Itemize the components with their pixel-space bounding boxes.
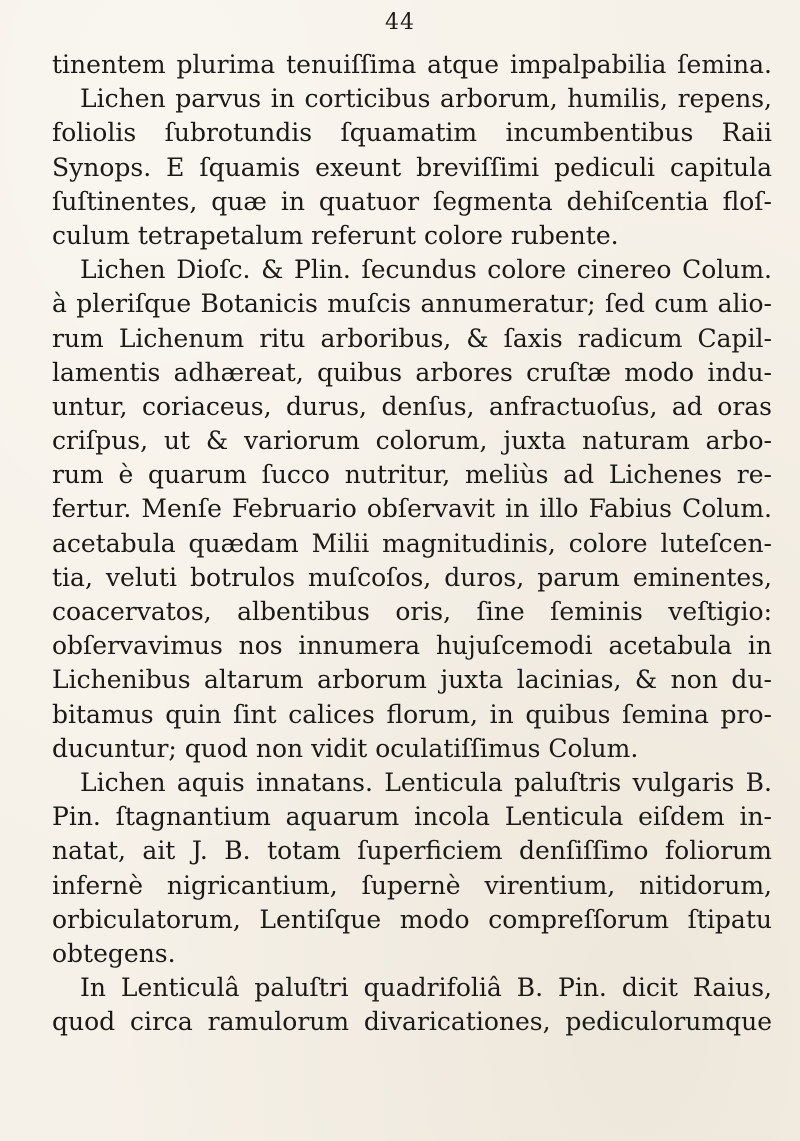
text-line: bitamus quin ſint calices florum, in quibus ſemina pro- [52,699,772,729]
text-line: ſuſtinentes, quæ in quatuor ſegmenta dehiſcentia floſ- [52,186,772,216]
text-line: rum è quarum ſucco nutritur, meliùs ad Lichenes re- [52,460,772,490]
text-line: Lichenibus altarum arborum juxta lacinias, & non du- [52,665,772,695]
text-line: ducuntur; quod non vidit oculatiſſimus Colum. [52,733,639,763]
text-line: natat, ait J. B. totam ſuperficiem denſiſſimo foliorum [52,836,772,866]
text-line: rum Lichenum ritu arboribus, & ſaxis radicum Capil- [52,323,772,353]
text-line: In Lenticulâ paluſtri quadrifoliâ B. Pin. dicit Raius, [80,973,772,1003]
text-line: Lichen Dioſc. & Plin. ſecundus colore cinereo Colum. [80,255,772,285]
text-line: acetabula quædam Milii magnitudinis, colore luteſcen- [52,528,772,558]
page-number: 44 [385,10,415,35]
text-line: culum tetrapetalum referunt colore rubente. [52,220,619,250]
body-text [52,48,772,1039]
text-line: orbiculatorum, Lentiſque modo compreſſorum ſtipatu [52,904,772,934]
text-line: à pleriſque Botanicis muſcis annumeratur; ſed cum alio- [52,289,772,319]
text-line: Pin. ſtagnantium aquarum incola Lenticula eiſdem in- [52,802,772,832]
text-line: tinentem plurima tenuiſſima atque impalpabilia ſemina. [52,50,772,79]
text-line: obſervavimus nos innumera hujuſcemodi acetabula in [52,631,772,661]
text-line: obtegens. [52,938,176,968]
text-line: Synops. E ſquamis exeunt breviſſimi pediculi capitula [52,152,772,182]
text-line: quod circa ramulorum divaricationes, pediculorumque [52,1007,772,1037]
text-line: fertur. Menſe Februario obſervavit in illo Fabius Colum. [52,494,772,524]
text-line: Lichen aquis innatans. Lenticula paluſtris vulgaris B. [80,767,772,797]
text-line: criſpus, ut & variorum colorum, juxta naturam arbo- [52,426,772,456]
text-line: coacervatos, albentibus oris, ſine ſeminis veſtigio: [52,597,772,626]
text-line: untur, coriaceus, durus, denſus, anfractuoſus, ad oras [52,391,772,421]
text-line: infernè nigricantium, ſupernè virentium, nitidorum, [52,870,772,900]
text-line: tia, veluti botrulos muſcoſos, duros, parum eminentes, [52,562,772,592]
text-line: foliolis ſubrotundis ſquamatim incumbentibus Raii [52,118,772,148]
text-line: lamentis adhæreat, quibus arbores cruſtæ modo indu- [52,357,772,387]
text-line: Lichen parvus in corticibus arborum, humilis, repens, [80,84,772,114]
